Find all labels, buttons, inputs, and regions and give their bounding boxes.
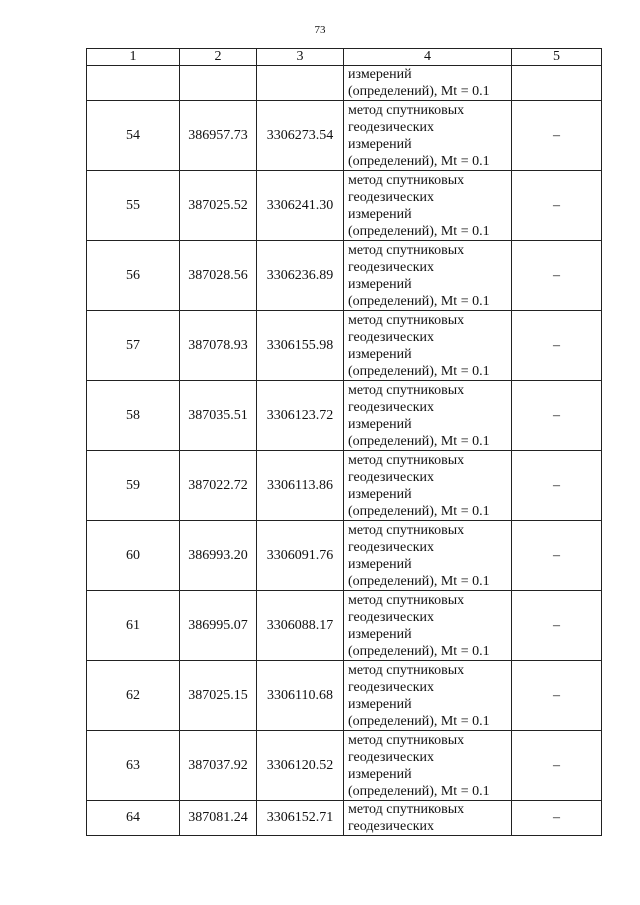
x-coordinate-cell: 386957.73 <box>180 101 257 171</box>
note-cell: – <box>512 661 602 731</box>
x-coordinate-cell: 387022.72 <box>180 451 257 521</box>
method-line: измерений <box>348 67 412 82</box>
point-number-cell: 61 <box>87 591 180 661</box>
note-cell: – <box>512 521 602 591</box>
method-line: геодезических <box>348 119 435 135</box>
x-coordinate-cell: 387025.52 <box>180 171 257 241</box>
method-line: метод спутниковых <box>348 592 465 608</box>
x-coordinate-cell: 387028.56 <box>180 241 257 311</box>
y-coordinate-cell: 3306091.76 <box>257 521 344 591</box>
method-line: (определений), Mt = 0.1 <box>348 293 490 309</box>
y-coordinate-cell: 3306241.30 <box>257 171 344 241</box>
method-cell <box>344 171 512 241</box>
note-cell: – <box>512 731 602 801</box>
y-coordinate-cell: 3306113.86 <box>257 451 344 521</box>
table-row <box>87 731 602 801</box>
note-cell: – <box>512 381 602 451</box>
method-line: (определений), Mt = 0.1 <box>348 503 490 519</box>
method-line: геодезических <box>348 189 435 205</box>
method-cell <box>344 381 512 451</box>
point-number-cell: 64 <box>87 801 180 836</box>
method-line: геодезических <box>348 609 435 625</box>
method-line: метод спутниковых <box>348 242 465 258</box>
method-line: метод спутниковых <box>348 452 465 468</box>
table-row <box>87 171 602 241</box>
x-coordinate-cell: 387078.93 <box>180 311 257 381</box>
note-cell: – <box>512 311 602 381</box>
method-line: (определений), Mt = 0.1 <box>348 783 490 799</box>
table-row <box>87 381 602 451</box>
x-coordinate-cell: 387037.92 <box>180 731 257 801</box>
method-cell <box>344 451 512 521</box>
y-coordinate-cell: 3306273.54 <box>257 101 344 171</box>
method-line: измерений <box>348 136 412 152</box>
method-line: метод спутниковых <box>348 172 465 188</box>
method-line: метод спутниковых <box>348 732 465 748</box>
point-number-cell: 54 <box>87 101 180 171</box>
method-line: геодезических <box>348 749 435 765</box>
x-coordinate-cell <box>180 66 257 101</box>
page-number: 73 <box>314 24 326 36</box>
point-number-cell <box>87 66 180 101</box>
method-line: метод спутниковых <box>348 662 465 678</box>
method-cell <box>344 591 512 661</box>
method-line: геодезических <box>348 329 435 345</box>
table-row-continuation <box>87 66 602 101</box>
method-cell <box>344 311 512 381</box>
table-row <box>87 241 602 311</box>
table-row-last <box>87 801 602 836</box>
method-line: (определений), Mt = 0.1 <box>348 713 490 729</box>
x-coordinate-cell: 386995.07 <box>180 591 257 661</box>
method-line: (определений), Mt = 0.1 <box>348 363 490 379</box>
note-cell: – <box>512 241 602 311</box>
column-header: 3 <box>257 49 344 66</box>
method-line: измерений <box>348 626 412 642</box>
method-line: метод спутниковых <box>348 382 465 398</box>
method-line: геодезических <box>348 679 435 695</box>
x-coordinate-cell: 387035.51 <box>180 381 257 451</box>
point-number-cell: 58 <box>87 381 180 451</box>
method-line: метод спутниковых <box>348 522 465 538</box>
y-coordinate-cell: 3306120.52 <box>257 731 344 801</box>
method-line: (определений), Mt = 0.1 <box>348 433 490 449</box>
point-number-cell: 59 <box>87 451 180 521</box>
y-coordinate-cell <box>257 66 344 101</box>
method-line: измерений <box>348 416 412 432</box>
y-coordinate-cell: 3306123.72 <box>257 381 344 451</box>
column-header: 5 <box>512 49 602 66</box>
x-coordinate-cell: 387025.15 <box>180 661 257 731</box>
note-cell: – <box>512 171 602 241</box>
method-line: (определений), Mt = 0.1 <box>348 223 490 239</box>
table-row <box>87 661 602 731</box>
method-line: геодезических <box>348 469 435 485</box>
method-line: измерений <box>348 276 412 292</box>
coordinates-table <box>86 48 602 836</box>
method-cell <box>344 101 512 171</box>
method-line: измерений <box>348 346 412 362</box>
method-line: измерений <box>348 556 412 572</box>
y-coordinate-cell: 3306236.89 <box>257 241 344 311</box>
note-cell: – <box>512 801 602 836</box>
column-header: 2 <box>180 49 257 66</box>
column-header: 4 <box>344 49 512 66</box>
note-cell: – <box>512 101 602 171</box>
method-line: измерений <box>348 206 412 222</box>
method-line: геодезических <box>348 819 435 834</box>
table-row <box>87 591 602 661</box>
point-number-cell: 60 <box>87 521 180 591</box>
method-cell <box>344 241 512 311</box>
method-line: (определений), Mt = 0.1 <box>348 643 490 659</box>
note-cell: – <box>512 451 602 521</box>
method-cell <box>344 731 512 801</box>
column-header: 1 <box>87 49 180 66</box>
method-line: геодезических <box>348 539 435 555</box>
method-line: измерений <box>348 696 412 712</box>
x-coordinate-cell: 386993.20 <box>180 521 257 591</box>
point-number-cell: 62 <box>87 661 180 731</box>
table-row <box>87 311 602 381</box>
method-line: метод спутниковых <box>348 102 465 118</box>
table-row <box>87 451 602 521</box>
method-line: (определений), Mt = 0.1 <box>348 573 490 589</box>
y-coordinate-cell: 3306155.98 <box>257 311 344 381</box>
x-coordinate-cell: 387081.24 <box>180 801 257 836</box>
method-line: метод спутниковых <box>348 802 465 817</box>
note-cell: – <box>512 591 602 661</box>
point-number-cell: 63 <box>87 731 180 801</box>
method-line: геодезических <box>348 399 435 415</box>
method-cell <box>344 66 512 101</box>
method-line: (определений), Mt = 0.1 <box>348 84 490 99</box>
method-line: (определений), Mt = 0.1 <box>348 153 490 169</box>
point-number-cell: 56 <box>87 241 180 311</box>
table-header-row <box>87 49 602 66</box>
method-line: измерений <box>348 766 412 782</box>
y-coordinate-cell: 3306110.68 <box>257 661 344 731</box>
point-number-cell: 57 <box>87 311 180 381</box>
note-cell <box>512 66 602 101</box>
table-row <box>87 521 602 591</box>
method-line: метод спутниковых <box>348 312 465 328</box>
method-line: геодезических <box>348 259 435 275</box>
y-coordinate-cell: 3306152.71 <box>257 801 344 836</box>
table-row <box>87 101 602 171</box>
method-line: измерений <box>348 486 412 502</box>
y-coordinate-cell: 3306088.17 <box>257 591 344 661</box>
method-cell <box>344 521 512 591</box>
point-number-cell: 55 <box>87 171 180 241</box>
method-cell <box>344 801 512 836</box>
method-cell <box>344 661 512 731</box>
